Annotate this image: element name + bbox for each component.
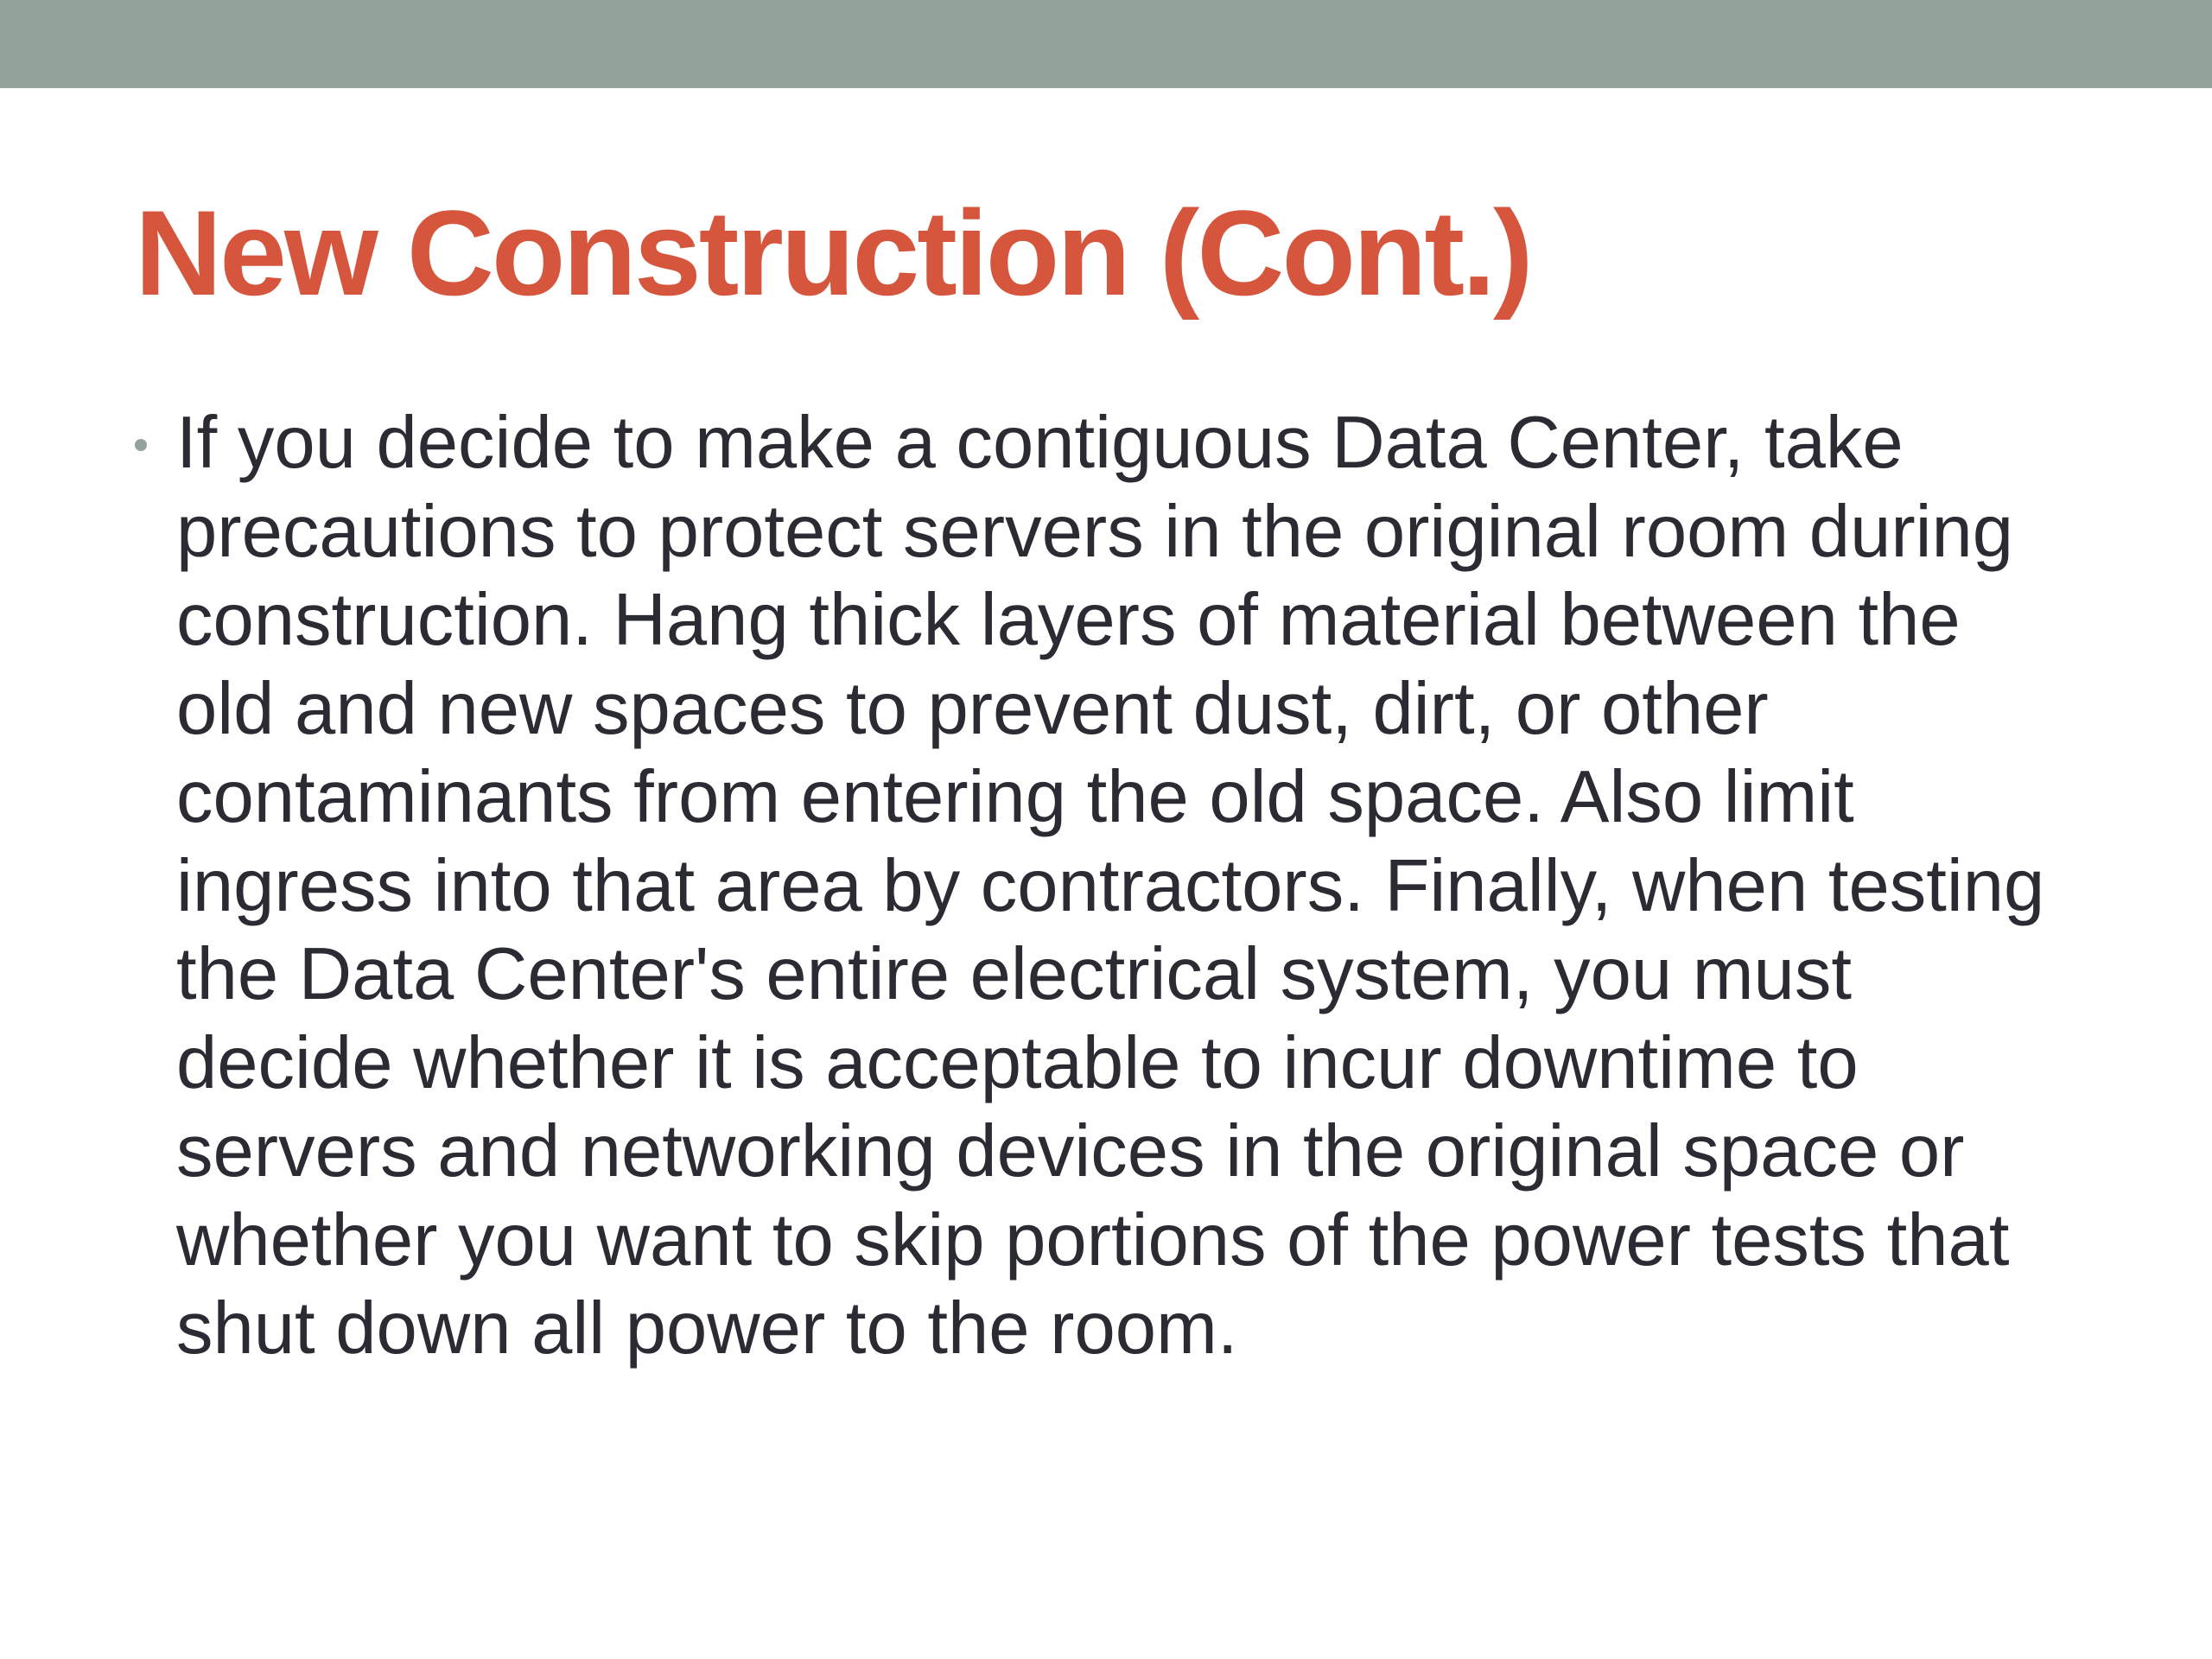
- bullet-text-line: the Data Center's entire electrical system, you must: [176, 933, 1852, 1015]
- bullet-dot-icon: [135, 439, 147, 451]
- bullet-text-line: decide whether it is acceptable to incur downtime to: [176, 1021, 1859, 1104]
- bullet-text-line: whether you want to skip portions of the power tests that: [176, 1198, 2010, 1281]
- bullet-text-line: construction. Hang thick layers of material between the: [176, 579, 1961, 661]
- bullet-text-line: If you decide to make a contiguous Data Center, take: [176, 402, 1904, 484]
- bullet-item: [135, 399, 2088, 1374]
- bullet-text-line: old and new spaces to prevent dust, dirt, or other: [176, 667, 1769, 750]
- slide-title: New Construction (Cont.): [135, 185, 1531, 321]
- bullet-text-line: shut down all power to the room.: [176, 1287, 1238, 1370]
- bullet-text-line: ingress into that area by contractors. Finally, when testing: [176, 844, 2045, 927]
- bullet-text-line: precautions to protect servers in the original room during: [176, 490, 2014, 573]
- bullet-text-line: servers and networking devices in the original space or: [176, 1110, 1965, 1192]
- slide-header-bar: [0, 0, 2212, 88]
- bullet-text-line: contaminants from entering the old space. Also limit: [176, 756, 1854, 838]
- bullet-list: [135, 399, 2088, 1374]
